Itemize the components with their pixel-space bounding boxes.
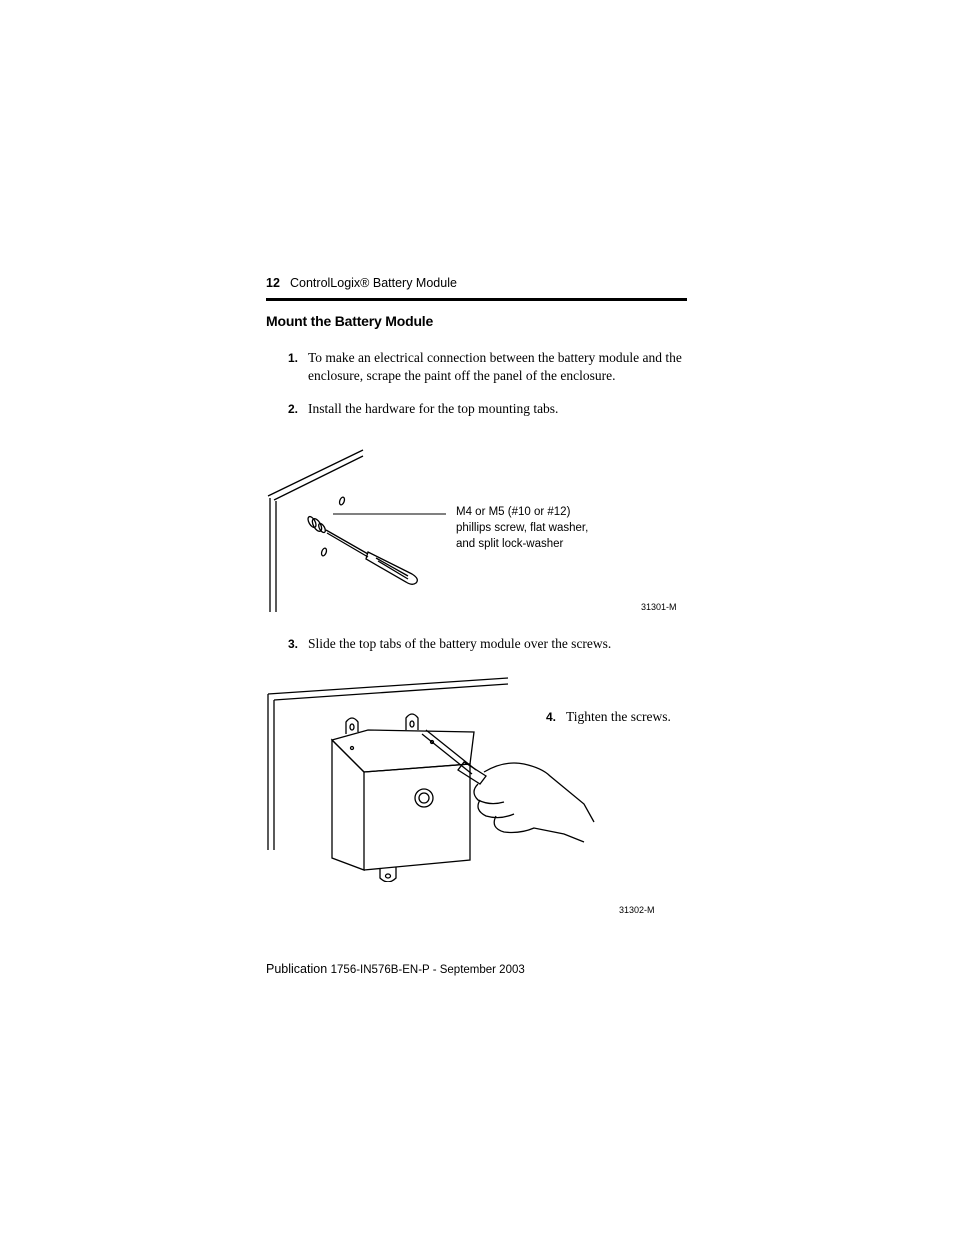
step-number: 1. [288,351,299,365]
step-text-line-2: enclosure, scrape the paint off the panel of the enclosure. [308,368,616,383]
step-number: 4. [546,710,557,724]
step-2 [288,400,688,420]
section-title: Mount the Battery Module [266,313,434,329]
step-1 [288,349,688,389]
step-text-line-1: To make an electrical connection between the battery module and the [308,350,682,365]
publication-number: 1756-IN576B-EN-P - September 2003 [330,964,525,976]
step-3 [288,635,688,655]
header-rule [266,298,687,301]
figure-id: 31302-M [619,905,655,915]
step-text: Install the hardware for the top mounting tabs. [308,401,559,416]
figure-tighten-screws [264,672,671,922]
hardware-callout [456,504,588,552]
footer-label: Publication [266,962,328,976]
figure-id: 31301-M [641,602,677,612]
battery-module-illustration [264,672,664,882]
page-number: 12 [266,276,280,290]
callout-line-3: and split lock-washer [456,538,564,550]
step-number: 2. [288,402,299,416]
callout-line-1: M4 or M5 (#10 or #12) [456,506,571,518]
step-4 [546,708,671,728]
figure-mounting-hardware [260,440,690,620]
running-title: ControlLogix® Battery Module [290,276,457,290]
page-footer [266,962,525,976]
page-header [266,276,687,302]
callout-line-2: phillips screw, flat washer, [456,522,589,534]
step-text: Tighten the screws. [566,709,671,724]
step-number: 3. [288,637,299,651]
step-text: Slide the top tabs of the battery module over the screws. [308,636,612,651]
